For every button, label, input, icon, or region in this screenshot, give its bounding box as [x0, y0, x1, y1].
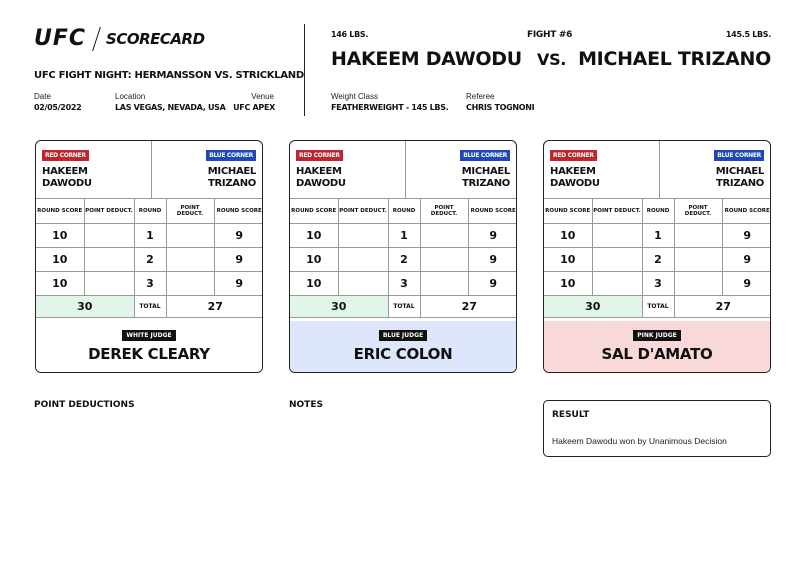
logo-divider: [92, 27, 101, 51]
blue-point-deduct-header: POINT DEDUCT.: [166, 199, 214, 223]
judge-name: ERIC COLON: [353, 345, 453, 363]
round-number: 2: [642, 247, 674, 271]
weight-class-label: Weight Class: [331, 92, 378, 101]
ufc-scorecard-logo: [34, 26, 205, 51]
judge-scorecard: [35, 140, 263, 373]
blue-total-score: 27: [674, 295, 771, 317]
total-label: TOTAL: [642, 295, 674, 317]
red-corner-badge: RED CORNER: [42, 150, 89, 161]
blue-point-deduction: [674, 271, 722, 295]
round-number: 1: [134, 223, 166, 247]
blue-round-score-header: ROUND SCORE: [468, 199, 517, 223]
venue-value: UFC APEX: [233, 103, 275, 112]
total-label: TOTAL: [134, 295, 166, 317]
blue-round-score: 9: [722, 271, 771, 295]
red-round-score: 10: [290, 223, 338, 247]
blue-round-score: 9: [214, 271, 263, 295]
round-header: ROUND: [642, 199, 674, 223]
score-table: [36, 199, 263, 318]
red-round-score: 10: [544, 247, 592, 271]
round-row: [544, 271, 771, 295]
blue-corner-badge: BLUE CORNER: [206, 150, 256, 161]
event-title: UFC FIGHT NIGHT: HERMANSSON VS. STRICKLAND: [34, 70, 304, 81]
scorecard-title: SCORECARD: [106, 29, 205, 48]
judge-section: [290, 321, 516, 373]
red-point-deduction: [338, 247, 388, 271]
red-corner-badge: RED CORNER: [296, 150, 343, 161]
red-total-score: 30: [36, 295, 134, 317]
total-row: [544, 295, 771, 317]
header-divider: [304, 24, 305, 116]
red-total-score: 30: [544, 295, 642, 317]
venue-label: Venue: [251, 92, 274, 101]
red-point-deduction: [84, 247, 134, 271]
round-row: [290, 247, 517, 271]
blue-point-deduct-header: POINT DEDUCT.: [674, 199, 722, 223]
judge-scorecard: [289, 140, 517, 373]
red-fighter-name: HAKEEM DAWODU: [331, 48, 522, 70]
red-round-score-header: ROUND SCORE: [544, 199, 592, 223]
red-point-deduction: [84, 271, 134, 295]
blue-point-deduction: [420, 223, 468, 247]
judge-tag: WHITE JUDGE: [122, 330, 175, 341]
blue-round-score: 9: [722, 247, 771, 271]
red-point-deduction: [338, 271, 388, 295]
blue-round-score: 9: [214, 247, 263, 271]
total-row: [290, 295, 517, 317]
round-row: [290, 271, 517, 295]
red-fighter-weight: 146 LBS.: [331, 30, 369, 39]
red-point-deduction: [84, 223, 134, 247]
blue-round-score: 9: [468, 271, 517, 295]
referee-value: CHRIS TOGNONI: [466, 103, 535, 112]
result-text: Hakeem Dawodu won by Unanimous Decision: [552, 436, 727, 446]
blue-round-score: 9: [468, 247, 517, 271]
score-table: [544, 199, 771, 318]
score-table-header: [544, 199, 771, 223]
point-deductions-heading: POINT DEDUCTIONS: [34, 400, 135, 410]
versus-label: VS.: [537, 50, 567, 69]
total-row: [36, 295, 263, 317]
red-point-deduction: [592, 223, 642, 247]
red-corner-name: HAKEEM DAWODU: [42, 166, 92, 189]
red-round-score: 10: [544, 223, 592, 247]
ufc-logo: UFC: [34, 26, 87, 51]
blue-corner-badge: BLUE CORNER: [714, 150, 764, 161]
round-row: [36, 271, 263, 295]
total-label: TOTAL: [388, 295, 420, 317]
blue-point-deduct-header: POINT DEDUCT.: [420, 199, 468, 223]
score-table: [290, 199, 517, 318]
result-box: [543, 400, 771, 457]
red-point-deduct-header: POINT DEDUCT.: [592, 199, 642, 223]
judge-section: [36, 321, 262, 373]
red-round-score: 10: [290, 247, 338, 271]
red-round-score: 10: [36, 271, 84, 295]
round-number: 2: [388, 247, 420, 271]
corner-header: [544, 141, 770, 199]
judge-name: DEREK CLEARY: [88, 345, 210, 363]
red-point-deduction: [338, 223, 388, 247]
red-round-score: 10: [36, 223, 84, 247]
corner-header: [290, 141, 516, 199]
blue-corner-name: MICHAEL TRIZANO: [207, 166, 256, 189]
blue-point-deduction: [166, 247, 214, 271]
round-row: [290, 223, 517, 247]
red-round-score: 10: [36, 247, 84, 271]
round-row: [36, 247, 263, 271]
red-point-deduct-header: POINT DEDUCT.: [338, 199, 388, 223]
red-round-score: 10: [544, 271, 592, 295]
blue-corner-name: MICHAEL TRIZANO: [461, 166, 510, 189]
location-value: LAS VEGAS, NEVADA, USA: [115, 103, 226, 112]
round-number: 1: [642, 223, 674, 247]
judge-section: [544, 321, 770, 373]
red-point-deduct-header: POINT DEDUCT.: [84, 199, 134, 223]
blue-round-score-header: ROUND SCORE: [214, 199, 263, 223]
round-row: [36, 223, 263, 247]
date-label: Date: [34, 92, 51, 101]
blue-point-deduction: [674, 247, 722, 271]
blue-point-deduction: [420, 247, 468, 271]
blue-total-score: 27: [420, 295, 517, 317]
red-total-score: 30: [290, 295, 388, 317]
red-round-score-header: ROUND SCORE: [36, 199, 84, 223]
red-round-score: 10: [290, 271, 338, 295]
blue-corner-name: MICHAEL TRIZANO: [715, 166, 764, 189]
judge-tag: BLUE JUDGE: [379, 330, 427, 341]
round-number: 1: [388, 223, 420, 247]
round-number: 3: [388, 271, 420, 295]
judge-name: SAL D'AMATO: [601, 345, 713, 363]
round-row: [544, 223, 771, 247]
red-point-deduction: [592, 247, 642, 271]
referee-label: Referee: [466, 92, 495, 101]
blue-fighter-weight: 145.5 LBS.: [725, 30, 771, 39]
red-corner-badge: RED CORNER: [550, 150, 597, 161]
judge-scorecard: [543, 140, 771, 373]
blue-point-deduction: [166, 223, 214, 247]
weight-class-value: FEATHERWEIGHT - 145 LBS.: [331, 103, 449, 112]
fight-number: FIGHT #6: [527, 30, 573, 40]
round-header: ROUND: [134, 199, 166, 223]
round-number: 3: [134, 271, 166, 295]
judge-tag: PINK JUDGE: [633, 330, 681, 341]
blue-fighter-name: MICHAEL TRIZANO: [578, 48, 771, 70]
blue-round-score: 9: [722, 223, 771, 247]
round-number: 3: [642, 271, 674, 295]
score-table-header: [36, 199, 263, 223]
round-header: ROUND: [388, 199, 420, 223]
red-round-score-header: ROUND SCORE: [290, 199, 338, 223]
blue-point-deduction: [166, 271, 214, 295]
notes-heading: NOTES: [289, 400, 323, 410]
blue-point-deduction: [674, 223, 722, 247]
date-value: 02/05/2022: [34, 103, 82, 112]
location-label: Location: [115, 92, 146, 101]
round-number: 2: [134, 247, 166, 271]
blue-round-score: 9: [214, 223, 263, 247]
blue-corner-badge: BLUE CORNER: [460, 150, 510, 161]
red-corner-name: HAKEEM DAWODU: [296, 166, 346, 189]
blue-round-score-header: ROUND SCORE: [722, 199, 771, 223]
red-point-deduction: [592, 271, 642, 295]
blue-point-deduction: [420, 271, 468, 295]
blue-round-score: 9: [468, 223, 517, 247]
red-corner-name: HAKEEM DAWODU: [550, 166, 600, 189]
round-row: [544, 247, 771, 271]
score-table-header: [290, 199, 517, 223]
corner-header: [36, 141, 262, 199]
blue-total-score: 27: [166, 295, 263, 317]
result-title: RESULT: [552, 410, 590, 420]
